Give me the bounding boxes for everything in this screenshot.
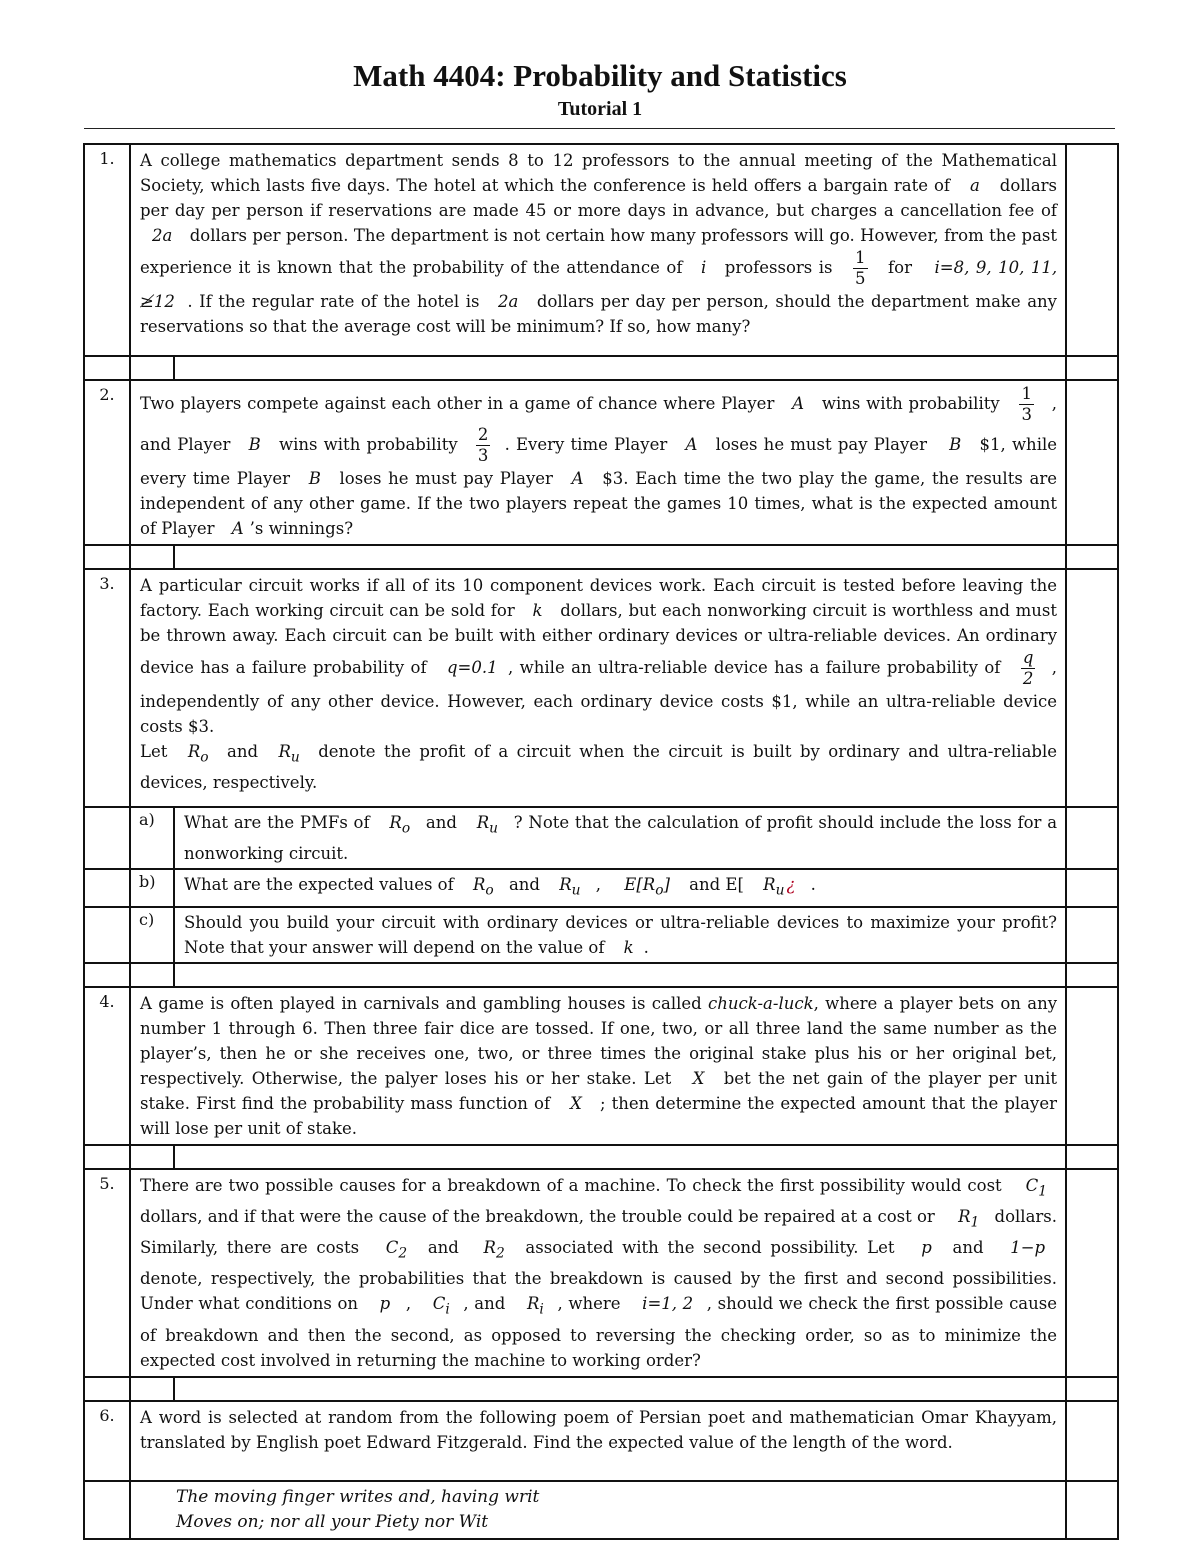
text-span: for	[888, 258, 912, 277]
text-span: What are the PMFs of	[184, 813, 370, 832]
math-subscript: i	[539, 1301, 544, 1318]
fraction-q-2	[1021, 648, 1036, 689]
math-letter: R	[483, 1238, 496, 1258]
math-letter: E[R	[624, 875, 656, 895]
math-subscript: o	[655, 882, 664, 899]
math-letter: C	[385, 1238, 399, 1258]
frac-num: q	[1022, 648, 1034, 667]
math-p: p	[379, 1294, 391, 1314]
math-subscript: i	[445, 1301, 450, 1318]
fraction-1-5	[853, 248, 868, 289]
text-span: ; then determine the expected amount that the player will lose per unit of stake.	[140, 1093, 1057, 1138]
frac-num: 2	[477, 425, 489, 444]
math-letter: R	[472, 875, 486, 895]
emphasis-text: chuck-a-luck	[708, 993, 814, 1013]
frac-num: 1	[1021, 384, 1032, 403]
gap-row	[84, 1145, 1118, 1169]
text-span: A particular circuit works if all of its 10 component devices work. Each circuit is tested before leaving the factory. Each working circuit can be sold for	[140, 576, 1058, 620]
math-q: q=0.1	[446, 658, 498, 677]
text-span: loses he must pay Player	[715, 435, 927, 454]
math-letter: R	[526, 1294, 540, 1314]
text-span: ? Note that the calculation of profit should include the loss for a nonworking circuit.	[184, 813, 1058, 864]
math-p: p	[921, 1238, 932, 1258]
poem-block	[130, 1481, 1066, 1539]
frac-den: 2	[1022, 669, 1034, 688]
math-a: a	[969, 176, 980, 195]
text-span: dollars, and if that were the cause of the breakdown, the trouble could be repaired at a cost or	[140, 1206, 935, 1226]
text-span: , should we check the first possible cause of breakdown and then the second, as opposed to reversing the checking order, so as to minimize the expected cost involved in returning the machine to working order?	[140, 1294, 1058, 1370]
text-span: and E[	[689, 875, 744, 895]
math-subscript: o	[200, 749, 209, 766]
math-letter: R	[278, 742, 291, 761]
math-letter: R	[763, 875, 776, 895]
text-span: ,	[595, 875, 602, 895]
fraction-2-3	[476, 425, 491, 466]
text-span: ’s winnings?	[249, 519, 354, 538]
math-subscript: u	[489, 820, 498, 837]
problem-number: 5.	[84, 1169, 130, 1377]
frac-num: 1	[855, 248, 866, 267]
math-k: k	[623, 937, 634, 957]
math-subscript: 2	[495, 1245, 505, 1262]
subpart-text	[174, 807, 1066, 869]
text-span: A game is often played in carnivals and gambling houses is called	[140, 993, 702, 1013]
math-C1	[1025, 1175, 1048, 1199]
subpart-row-c	[84, 907, 1118, 963]
problem-text	[130, 987, 1066, 1145]
text-span: .	[810, 875, 816, 895]
problem-number: 4.	[84, 987, 130, 1145]
gap-row	[84, 1377, 1118, 1401]
math-subscript: o	[401, 820, 411, 837]
math-2a: 2a	[498, 292, 519, 311]
text-span: $1, while every time Player	[140, 435, 1058, 488]
problem-text	[130, 569, 1066, 807]
math-Ru	[559, 875, 581, 899]
math-R2	[483, 1238, 505, 1262]
math-subscript: 1	[970, 1214, 980, 1231]
text-span: A college mathematics department sends 8 to 12 professors to the annual meeting of the Mathematical Society, which lasts five days. The hotel at which the conference is held offers a bargain rate of	[140, 151, 1058, 195]
math-letter: R	[476, 813, 490, 832]
math-Ro	[389, 813, 411, 837]
math-B: B	[949, 435, 962, 454]
text-span: Let	[140, 742, 168, 761]
frac-den: 3	[477, 446, 489, 465]
problem-row-1	[84, 144, 1118, 356]
text-span: bet the net gain of the player per unit stake. First find the probability mass function of	[140, 1068, 1058, 1113]
text-span: denote, respectively, the probabilities that the breakdown is caused by the first and second possibilities. Under what conditions on	[140, 1269, 1058, 1314]
text-span: wins with probability	[278, 435, 458, 454]
math-C2	[385, 1238, 408, 1262]
score-cell	[1066, 569, 1118, 807]
math-letter: R	[389, 813, 402, 832]
math-Ro	[187, 742, 209, 766]
page-subtitle: Tutorial 1	[557, 98, 643, 120]
score-cell	[1066, 144, 1118, 356]
problem-number: 6.	[84, 1401, 130, 1481]
subpart-label: c)	[130, 907, 174, 963]
text-span: . Every time Player	[504, 435, 668, 454]
math-A: A	[571, 469, 584, 488]
gap-row	[84, 356, 1118, 380]
math-X: X	[570, 1093, 582, 1113]
math-subscript: 2	[398, 1245, 408, 1262]
broken-glyph: ¿	[786, 875, 796, 895]
poem-line: Moves on; nor all your Piety nor Wit	[176, 1511, 489, 1532]
math-i: i	[700, 258, 707, 277]
gap-row	[84, 963, 1118, 987]
text-span: , independently of any other device. However, each ordinary device costs $1, while an ultra-reliable device costs $3.	[140, 658, 1058, 736]
problem-row-5	[84, 1169, 1118, 1377]
page-title: Math 4404: Probability and Statistics	[353, 58, 847, 93]
math-A: A	[231, 519, 244, 538]
text-span: Should you build your circuit with ordinary devices or ultra-reliable devices to maximize your profit? Note that your answer will depend on the value of	[184, 912, 1058, 957]
text-span: dollars. Similarly, there are costs	[140, 1206, 1058, 1258]
math-letter: C	[432, 1294, 446, 1314]
frac-den: 3	[1021, 405, 1032, 424]
math-Ri	[526, 1294, 544, 1318]
math-A: A	[685, 435, 698, 454]
text-span: dollars, but each nonworking circuit is worthless and must be thrown away. Each circuit can be built with either ordinary devices or ultra-reliable devices. An ordinary device has a failure probability of	[140, 601, 1058, 677]
math-k: k	[532, 601, 543, 620]
text-span: $3. Each time the two play the game, the results are independent of any other game. If the two players repeat the games 10 times, what is the expected amount of Player	[140, 469, 1058, 538]
text-span: , and	[463, 1294, 506, 1314]
text-span: . If the regular rate of the hotel is	[187, 292, 480, 311]
math-subscript: 1	[1038, 1182, 1048, 1199]
score-cell	[1066, 1401, 1118, 1481]
problem-text: A word is selected at random from the following poem of Persian poet and mathematician Omar Khayyam, translated by English poet Edward Fitzgerald. Find the expected value of the length of the word.	[130, 1401, 1066, 1481]
text-span: .	[643, 937, 649, 957]
subpart-row-a	[84, 807, 1118, 869]
math-Ci	[432, 1294, 450, 1318]
math-Ru	[763, 875, 785, 899]
math-subscript: u	[571, 882, 581, 899]
fraction-1-3	[1019, 384, 1034, 425]
problem-number: 1.	[84, 144, 130, 356]
math-X: X	[692, 1068, 705, 1088]
text-span: There are two possible causes for a breakdown of a machine. To check the first possibility would cost	[140, 1175, 1002, 1195]
text-span: and	[427, 1238, 459, 1258]
problem-row-6	[84, 1401, 1118, 1481]
math-subscript: o	[485, 882, 494, 899]
math-subscript: u	[290, 749, 300, 766]
problem-row-4	[84, 987, 1118, 1145]
score-cell	[1066, 1169, 1118, 1377]
math-2a: 2a	[152, 226, 173, 245]
score-cell	[1066, 987, 1118, 1145]
subpart-text	[174, 907, 1066, 963]
problem-number: 2.	[84, 380, 130, 545]
text-span: wins with probability	[821, 394, 1000, 413]
text-span: What are the expected values of	[184, 875, 454, 895]
problem-text	[130, 1169, 1066, 1377]
math-Ru	[278, 742, 300, 766]
math-B: B	[308, 469, 321, 488]
math-Ru	[476, 813, 498, 837]
text-span: , where	[557, 1294, 621, 1314]
subpart-label: b)	[130, 869, 174, 906]
text-span: dollars per day per person, should the department make any reservations so that the average cost will be minimum? If so, how many?	[140, 292, 1058, 336]
text-span: professors is	[724, 258, 833, 277]
math-i-range: i=1, 2	[642, 1294, 694, 1314]
text-span: ,	[405, 1294, 412, 1314]
text-span: dollars per day per person if reservations are made 45 or more days in advance, but charges a cancellation fee of	[140, 176, 1058, 220]
subpart-row-b	[84, 869, 1118, 906]
text-span: denote the profit of a circuit when the circuit is built by ordinary and ultra-reliable devices, respectively.	[140, 742, 1058, 793]
subpart-label: a)	[130, 807, 174, 869]
frac-den: 5	[855, 269, 866, 288]
text-span: Two players compete against each other in a game of chance where Player	[140, 394, 775, 413]
text-span: and	[952, 1238, 984, 1258]
text-span: and	[508, 875, 540, 895]
math-letter: C	[1025, 1175, 1039, 1195]
problem-row-2	[84, 380, 1118, 545]
text-span: associated with the second possibility. Let	[525, 1238, 895, 1258]
poem-row	[84, 1481, 1118, 1539]
problem-row-3	[84, 569, 1118, 807]
text-span: loses he must pay Player	[339, 469, 553, 488]
problem-text	[130, 144, 1066, 356]
text-span: and	[226, 742, 259, 761]
math-expectation-Ro	[624, 875, 670, 899]
math-range: i=8, 9, 10, 11, ≱12	[140, 258, 1058, 311]
math-letter: R	[187, 742, 201, 761]
tutorial-table	[83, 143, 1119, 1540]
math-letter: R	[559, 875, 572, 895]
problem-number: 3.	[84, 569, 130, 807]
poem-line: The moving finger writes and, having writ	[176, 1486, 540, 1507]
header-rule	[84, 128, 1115, 129]
math-R1	[958, 1206, 980, 1231]
text-span: , and Player	[140, 394, 1057, 454]
text-span: and	[425, 813, 457, 832]
math-B: B	[248, 435, 261, 454]
math-Ro	[472, 875, 494, 899]
math-one-minus-p: 1−p	[1010, 1238, 1046, 1258]
score-cell	[1066, 380, 1118, 545]
math-A: A	[792, 394, 805, 413]
problem-text	[130, 380, 1066, 545]
math-subscript: u	[775, 882, 785, 899]
math-letter: R	[958, 1206, 971, 1226]
text-span: dollars per person. The department is not certain how many professors will go. However, from the past experience it is known that the probability of the attendance of	[140, 226, 1058, 277]
text-span: , where a player bets on any number 1 through 6. Then three fair dice are tossed. If one, two, or all three land the same number as the player’s, then he or she receives one, two, or three times the original stake plus his or her original bet, respectively. Otherwise, the palyer loses his or her stake. Let	[140, 993, 1058, 1088]
subpart-text	[174, 869, 1066, 906]
math-bracket: ]	[663, 875, 670, 895]
gap-row	[84, 545, 1118, 569]
text-span: , while an ultra-reliable device has a failure probability of	[508, 658, 1001, 677]
